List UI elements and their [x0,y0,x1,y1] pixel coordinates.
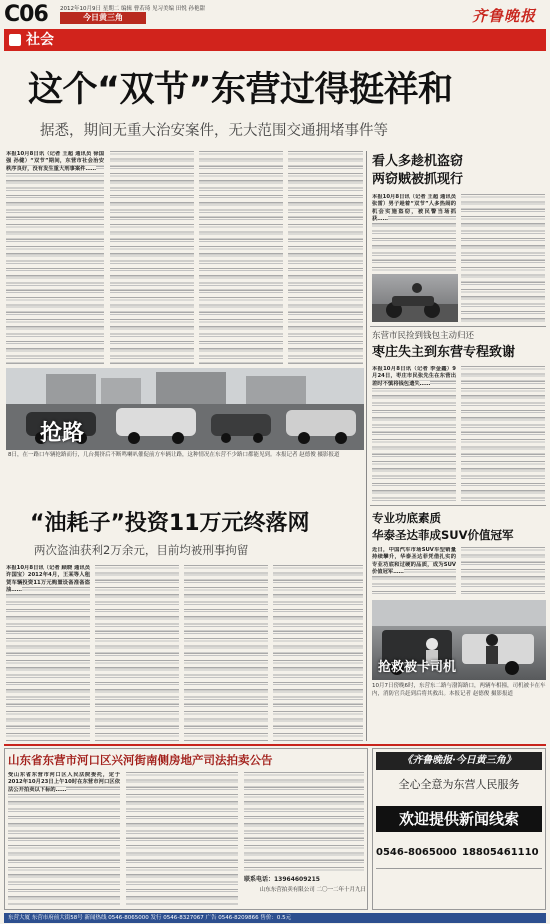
moto-body-col-2 [461,194,545,322]
promo-divider [376,868,542,869]
jujube-body-col-2 [461,366,545,501]
lead-subhead: 据悉，期间无重大治安案件，无大范围交通拥堵事件等 [40,123,388,139]
moto-body-col-1 [372,194,456,272]
jujube-lead-para: 本报10月8日讯（记者 李金鑫）9月24日，枣庄市民张先生在东营出差时不慎将钱包遗失…… [372,366,456,387]
oil-headline: “油耗子”投资11万元终落网 [30,511,310,536]
lead-photo [6,368,364,450]
date-line: 2012年10月9日 星期二 编辑 曹若琦 见习美编 田悦 孙艳甜 [60,6,205,12]
column-divider [366,151,367,741]
notice-title: 山东省东营市河口区兴河街南侧房地产司法拍卖公告 [8,753,273,767]
notice-body-col-2 [126,772,238,906]
column-tag: 今日黄三角 [60,12,146,24]
oil-subhead: 两次盗油获利2万余元，目前均被刑事拘留 [34,543,249,557]
oil-body-col-3 [184,565,268,741]
jujube-headline: 枣庄失主到东营专程致谢 [372,345,516,360]
suv-body-col-2 [461,547,545,597]
bottom-band-top-rule [4,744,546,746]
lead-body-col-3 [199,151,283,364]
promo-phone-1: 0546-8065000 [376,847,457,858]
section-label: 社会 [26,32,54,48]
lead-body-col-2 [110,151,194,364]
suv-lead-para: 近日，中国汽车市场SUV车型销量持续攀升，华泰圣达菲凭借扎实的专业功底和过硬的品质，成为SUV价值冠军…… [372,547,456,575]
notice-contact: 联系电话：13964609215 [244,876,320,883]
notice-body-col-1 [8,772,120,906]
lead-headline: 这个“双节”东营过得挺祥和 [28,70,453,110]
promo-call: 欢迎提供新闻线索 [376,806,542,832]
moto-headline-2: 两窃贼被抓现行 [372,172,464,187]
moto-headline-1: 看人多趁机盗窃 [372,154,464,169]
notice-body: 受山东省东营市河口区人民法院委托，定于2012年10月23日上午10时在东营市河口区依法公开拍卖以下标的…… [8,772,120,793]
lead-body-col-4 [288,151,363,364]
oil-lead-para: 本报10月8日讯（记者 顾晓 通讯员 许国宝）2012年4月，王某等人租赁车辆投资11万元购置设备准备盗油…… [6,565,90,593]
moto-photo-scene [372,274,458,322]
suv-body-col-1 [372,547,456,597]
rescue-photo-title: 抢救被卡司机 [378,660,457,675]
oil-body-col-2 [95,565,179,741]
newspaper-logo: 齐鲁晚报 [472,7,537,25]
moto-lead-para: 本报10月8日讯（记者 王超 通讯员 张雷）男子趁着“双节”人多热闹的机会实施盗窃，被民警当场抓获…… [372,194,456,222]
right-sep-2 [370,505,546,506]
suv-kicker: 专业功底素质 [372,511,441,525]
section-bar [4,29,546,51]
lead-photo-title: 抢路 [40,421,85,446]
footer-text: 东营大厦 东营市府前大街58号 新闻热线 0546-8065000 发行 0546-8327067 广告 0546-8209866 售价：0.5元 [8,915,292,921]
jujube-kicker: 东营市民捡到钱包主动归还 [372,331,475,341]
lead-body-col-1 [6,151,104,364]
lead-photo-caption: 8日，在一路口车辆抢路而行，几台拥挤后不断鸣喇叭催促前方车辆让路，这种情况在东营不少路口都能见到。本报记者 赵德俊 摄影报道 [8,452,340,458]
oil-body-col-4 [273,565,363,741]
notice-body-col-3 [244,772,364,872]
notice-company: 山东东营拍卖有限公司 二〇一二年十月九日 [259,887,366,893]
oil-body-col-1 [6,565,90,741]
suv-headline: 华泰圣达菲成SUV价值冠军 [372,528,514,542]
promo-banner: 《齐鲁晚报·今日黄三角》 [376,752,542,770]
right-sep-1 [370,326,546,327]
promo-phone-2: 18805461110 [462,847,539,858]
lead-para: 本报10月8日讯（记者 王超 通讯员 徐国强 孙健）“双节”期间，东营市社会治安秩序良好，没有发生重大刑事案件…… [6,151,104,172]
section-icon [9,34,21,46]
rescue-photo-caption: 10月7日傍晚6时，东营东二路与渤海路口，两辆车相撞，司机被卡在车内，消防官兵赶到后将其救出。本报记者 赵德俊 摄影报道 [372,683,546,697]
promo-slogan: 全心全意为东营人民服务 [398,778,520,791]
jujube-body-col-1 [372,366,456,501]
page-code: C06 [4,2,48,27]
moto-photo [372,274,458,322]
rescue-photo [372,600,546,680]
